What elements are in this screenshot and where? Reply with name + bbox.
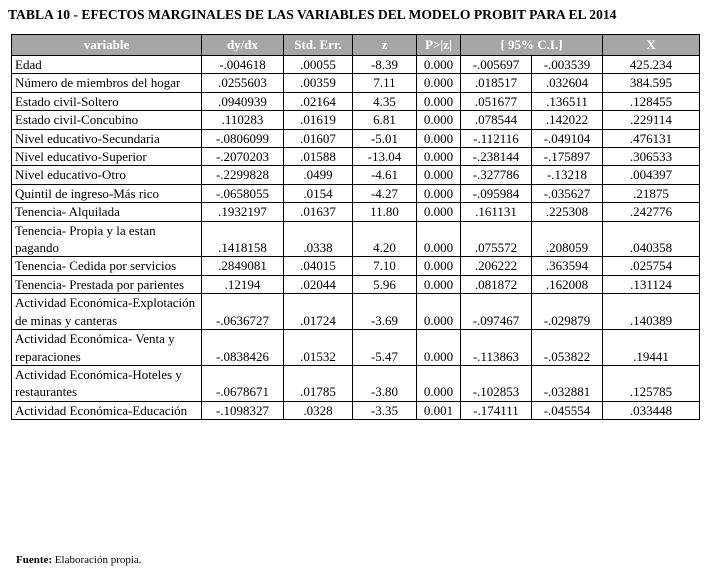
cell-ci-lower: .051677	[461, 92, 532, 110]
cell-variable: Número de miembros del hogar	[12, 74, 202, 92]
cell-std-err: .0328	[284, 401, 353, 419]
cell-dydx: .0940939	[202, 92, 284, 110]
cell-dydx: -.2299828	[202, 166, 284, 184]
cell-variable: Nivel educativo-Secundaria	[12, 129, 202, 147]
cell-ci-lower: .075572	[461, 221, 532, 257]
cell-z: 11.80	[353, 203, 417, 221]
cell-variable: Nivel educativo-Otro	[12, 166, 202, 184]
cell-p-value: 0.000	[417, 148, 461, 166]
cell-std-err: .01619	[284, 111, 353, 129]
table-row	[12, 257, 700, 275]
cell-p-value: 0.000	[417, 56, 461, 74]
cell-z: -3.35	[353, 401, 417, 419]
cell-x-mean: 384.595	[603, 74, 700, 92]
cell-p-value: 0.000	[417, 365, 461, 401]
cell-std-err: .01607	[284, 129, 353, 147]
cell-z: -4.27	[353, 184, 417, 202]
cell-x-mean: .128455	[603, 92, 700, 110]
cell-ci-lower: .206222	[461, 257, 532, 275]
cell-std-err: .0154	[284, 184, 353, 202]
cell-z: 5.96	[353, 275, 417, 293]
marginal-effects-table	[11, 34, 700, 420]
cell-z: -5.01	[353, 129, 417, 147]
cell-z: -3.80	[353, 365, 417, 401]
table-row	[12, 401, 700, 419]
header-x: X	[603, 35, 700, 56]
cell-z: 4.20	[353, 221, 417, 257]
cell-ci-upper: .225308	[532, 203, 603, 221]
header-confidence-interval: [ 95% C.I.]	[461, 35, 603, 56]
cell-p-value: 0.000	[417, 275, 461, 293]
cell-variable: Estado civil-Soltero	[12, 92, 202, 110]
cell-x-mean: .004397	[603, 166, 700, 184]
footnote-label: Fuente:	[16, 554, 53, 566]
cell-p-value: 0.000	[417, 221, 461, 257]
cell-ci-upper: -.029879	[532, 294, 603, 330]
table-row	[12, 92, 700, 110]
header-variable: variable	[12, 35, 202, 56]
cell-ci-upper: -.175897	[532, 148, 603, 166]
cell-x-mean: .125785	[603, 365, 700, 401]
table-row	[12, 294, 700, 330]
cell-ci-upper: -.13218	[532, 166, 603, 184]
cell-p-value: 0.000	[417, 257, 461, 275]
cell-ci-lower: .081872	[461, 275, 532, 293]
cell-dydx: -.0658055	[202, 184, 284, 202]
cell-ci-upper: -.053822	[532, 330, 603, 366]
cell-z: -3.69	[353, 294, 417, 330]
cell-variable: Tenencia- Prestada por parientes	[12, 275, 202, 293]
table-row	[12, 203, 700, 221]
cell-dydx: .0255603	[202, 74, 284, 92]
cell-std-err: .00359	[284, 74, 353, 92]
cell-ci-lower: -.113863	[461, 330, 532, 366]
cell-p-value: 0.000	[417, 330, 461, 366]
cell-p-value: 0.000	[417, 294, 461, 330]
cell-z: 7.10	[353, 257, 417, 275]
table-row	[12, 166, 700, 184]
cell-ci-lower: -.238144	[461, 148, 532, 166]
cell-x-mean: .033448	[603, 401, 700, 419]
cell-std-err: .01532	[284, 330, 353, 366]
cell-ci-upper: .032604	[532, 74, 603, 92]
cell-std-err: .01724	[284, 294, 353, 330]
table-row	[12, 330, 700, 366]
cell-std-err: .02044	[284, 275, 353, 293]
cell-x-mean: .131124	[603, 275, 700, 293]
cell-x-mean: .21875	[603, 184, 700, 202]
cell-x-mean: .476131	[603, 129, 700, 147]
table-row	[12, 56, 700, 74]
table-row	[12, 148, 700, 166]
table-row	[12, 365, 700, 401]
cell-variable: Actividad Económica-Educación	[12, 401, 202, 419]
cell-p-value: 0.000	[417, 203, 461, 221]
cell-std-err: .01588	[284, 148, 353, 166]
cell-x-mean: .025754	[603, 257, 700, 275]
cell-z: 7.11	[353, 74, 417, 92]
cell-variable: Nivel educativo-Superior	[12, 148, 202, 166]
cell-dydx: .1418158	[202, 221, 284, 257]
cell-ci-upper: .162008	[532, 275, 603, 293]
cell-variable: Actividad Económica- Venta y reparaciones	[12, 330, 202, 366]
cell-variable: Tenencia- Alquilada	[12, 203, 202, 221]
cell-ci-upper: -.003539	[532, 56, 603, 74]
cell-x-mean: .19441	[603, 330, 700, 366]
cell-x-mean: .242776	[603, 203, 700, 221]
cell-ci-upper: .142022	[532, 111, 603, 129]
cell-std-err: .0499	[284, 166, 353, 184]
cell-ci-upper: .136511	[532, 92, 603, 110]
cell-ci-lower: -.112116	[461, 129, 532, 147]
cell-x-mean: .040358	[603, 221, 700, 257]
cell-variable: Tenencia- Propia y la estan pagando	[12, 221, 202, 257]
cell-variable: Actividad Económica-Hoteles y restaurantes	[12, 365, 202, 401]
cell-std-err: .0338	[284, 221, 353, 257]
cell-z: -13.04	[353, 148, 417, 166]
cell-variable: Quintil de ingreso-Más rico	[12, 184, 202, 202]
cell-dydx: .110283	[202, 111, 284, 129]
cell-dydx: .12194	[202, 275, 284, 293]
cell-std-err: .04015	[284, 257, 353, 275]
cell-x-mean: 425.234	[603, 56, 700, 74]
header-p-value: P>|z|	[417, 35, 461, 56]
table-row	[12, 275, 700, 293]
cell-p-value: 0.000	[417, 92, 461, 110]
cell-dydx: -.1098327	[202, 401, 284, 419]
cell-variable: Tenencia- Cedida por servicios	[12, 257, 202, 275]
cell-variable: Estado civil-Concubino	[12, 111, 202, 129]
cell-dydx: -.2070203	[202, 148, 284, 166]
cell-ci-upper: -.045554	[532, 401, 603, 419]
cell-x-mean: .229114	[603, 111, 700, 129]
cell-ci-lower: -.097467	[461, 294, 532, 330]
cell-ci-lower: -.174111	[461, 401, 532, 419]
cell-ci-upper: -.032881	[532, 365, 603, 401]
cell-p-value: 0.000	[417, 129, 461, 147]
cell-z: -5.47	[353, 330, 417, 366]
table-row	[12, 221, 700, 257]
cell-variable: Edad	[12, 56, 202, 74]
cell-dydx: -.0838426	[202, 330, 284, 366]
cell-variable: Actividad Económica-Explotación de minas y canteras	[12, 294, 202, 330]
cell-std-err: .02164	[284, 92, 353, 110]
cell-ci-lower: -.327786	[461, 166, 532, 184]
header-dydx: dy/dx	[202, 35, 284, 56]
table-body	[12, 56, 700, 420]
cell-dydx: -.0678671	[202, 365, 284, 401]
cell-x-mean: .140389	[603, 294, 700, 330]
cell-z: 6.81	[353, 111, 417, 129]
cell-p-value: 0.000	[417, 111, 461, 129]
table-row	[12, 111, 700, 129]
cell-z: -4.61	[353, 166, 417, 184]
cell-x-mean: .306533	[603, 148, 700, 166]
cell-ci-upper: .208059	[532, 221, 603, 257]
cell-ci-lower: .078544	[461, 111, 532, 129]
cell-p-value: 0.001	[417, 401, 461, 419]
table-row	[12, 184, 700, 202]
header-z: z	[353, 35, 417, 56]
cell-ci-upper: .363594	[532, 257, 603, 275]
cell-dydx: .1932197	[202, 203, 284, 221]
cell-ci-lower: -.005697	[461, 56, 532, 74]
cell-dydx: -.0636727	[202, 294, 284, 330]
cell-dydx: .2849081	[202, 257, 284, 275]
cell-ci-lower: .161131	[461, 203, 532, 221]
cell-ci-upper: -.035627	[532, 184, 603, 202]
header-std-err: Std. Err.	[284, 35, 353, 56]
cell-p-value: 0.000	[417, 184, 461, 202]
cell-z: -8.39	[353, 56, 417, 74]
cell-ci-lower: .018517	[461, 74, 532, 92]
table-title: TABLA 10 - EFECTOS MARGINALES DE LAS VARIABLES DEL MODELO PROBIT PARA EL 2014	[8, 7, 617, 22]
cell-ci-lower: -.102853	[461, 365, 532, 401]
footnote-text: Elaboración propia.	[54, 554, 142, 566]
cell-std-err: .01637	[284, 203, 353, 221]
cell-dydx: -.004618	[202, 56, 284, 74]
table-row	[12, 74, 700, 92]
table-footnote	[16, 554, 142, 566]
cell-p-value: 0.000	[417, 166, 461, 184]
cell-std-err: .01785	[284, 365, 353, 401]
cell-ci-upper: -.049104	[532, 129, 603, 147]
cell-ci-lower: -.095984	[461, 184, 532, 202]
table-header-row	[12, 35, 700, 56]
table-row	[12, 129, 700, 147]
cell-std-err: .00055	[284, 56, 353, 74]
cell-dydx: -.0806099	[202, 129, 284, 147]
cell-p-value: 0.000	[417, 74, 461, 92]
cell-z: 4.35	[353, 92, 417, 110]
